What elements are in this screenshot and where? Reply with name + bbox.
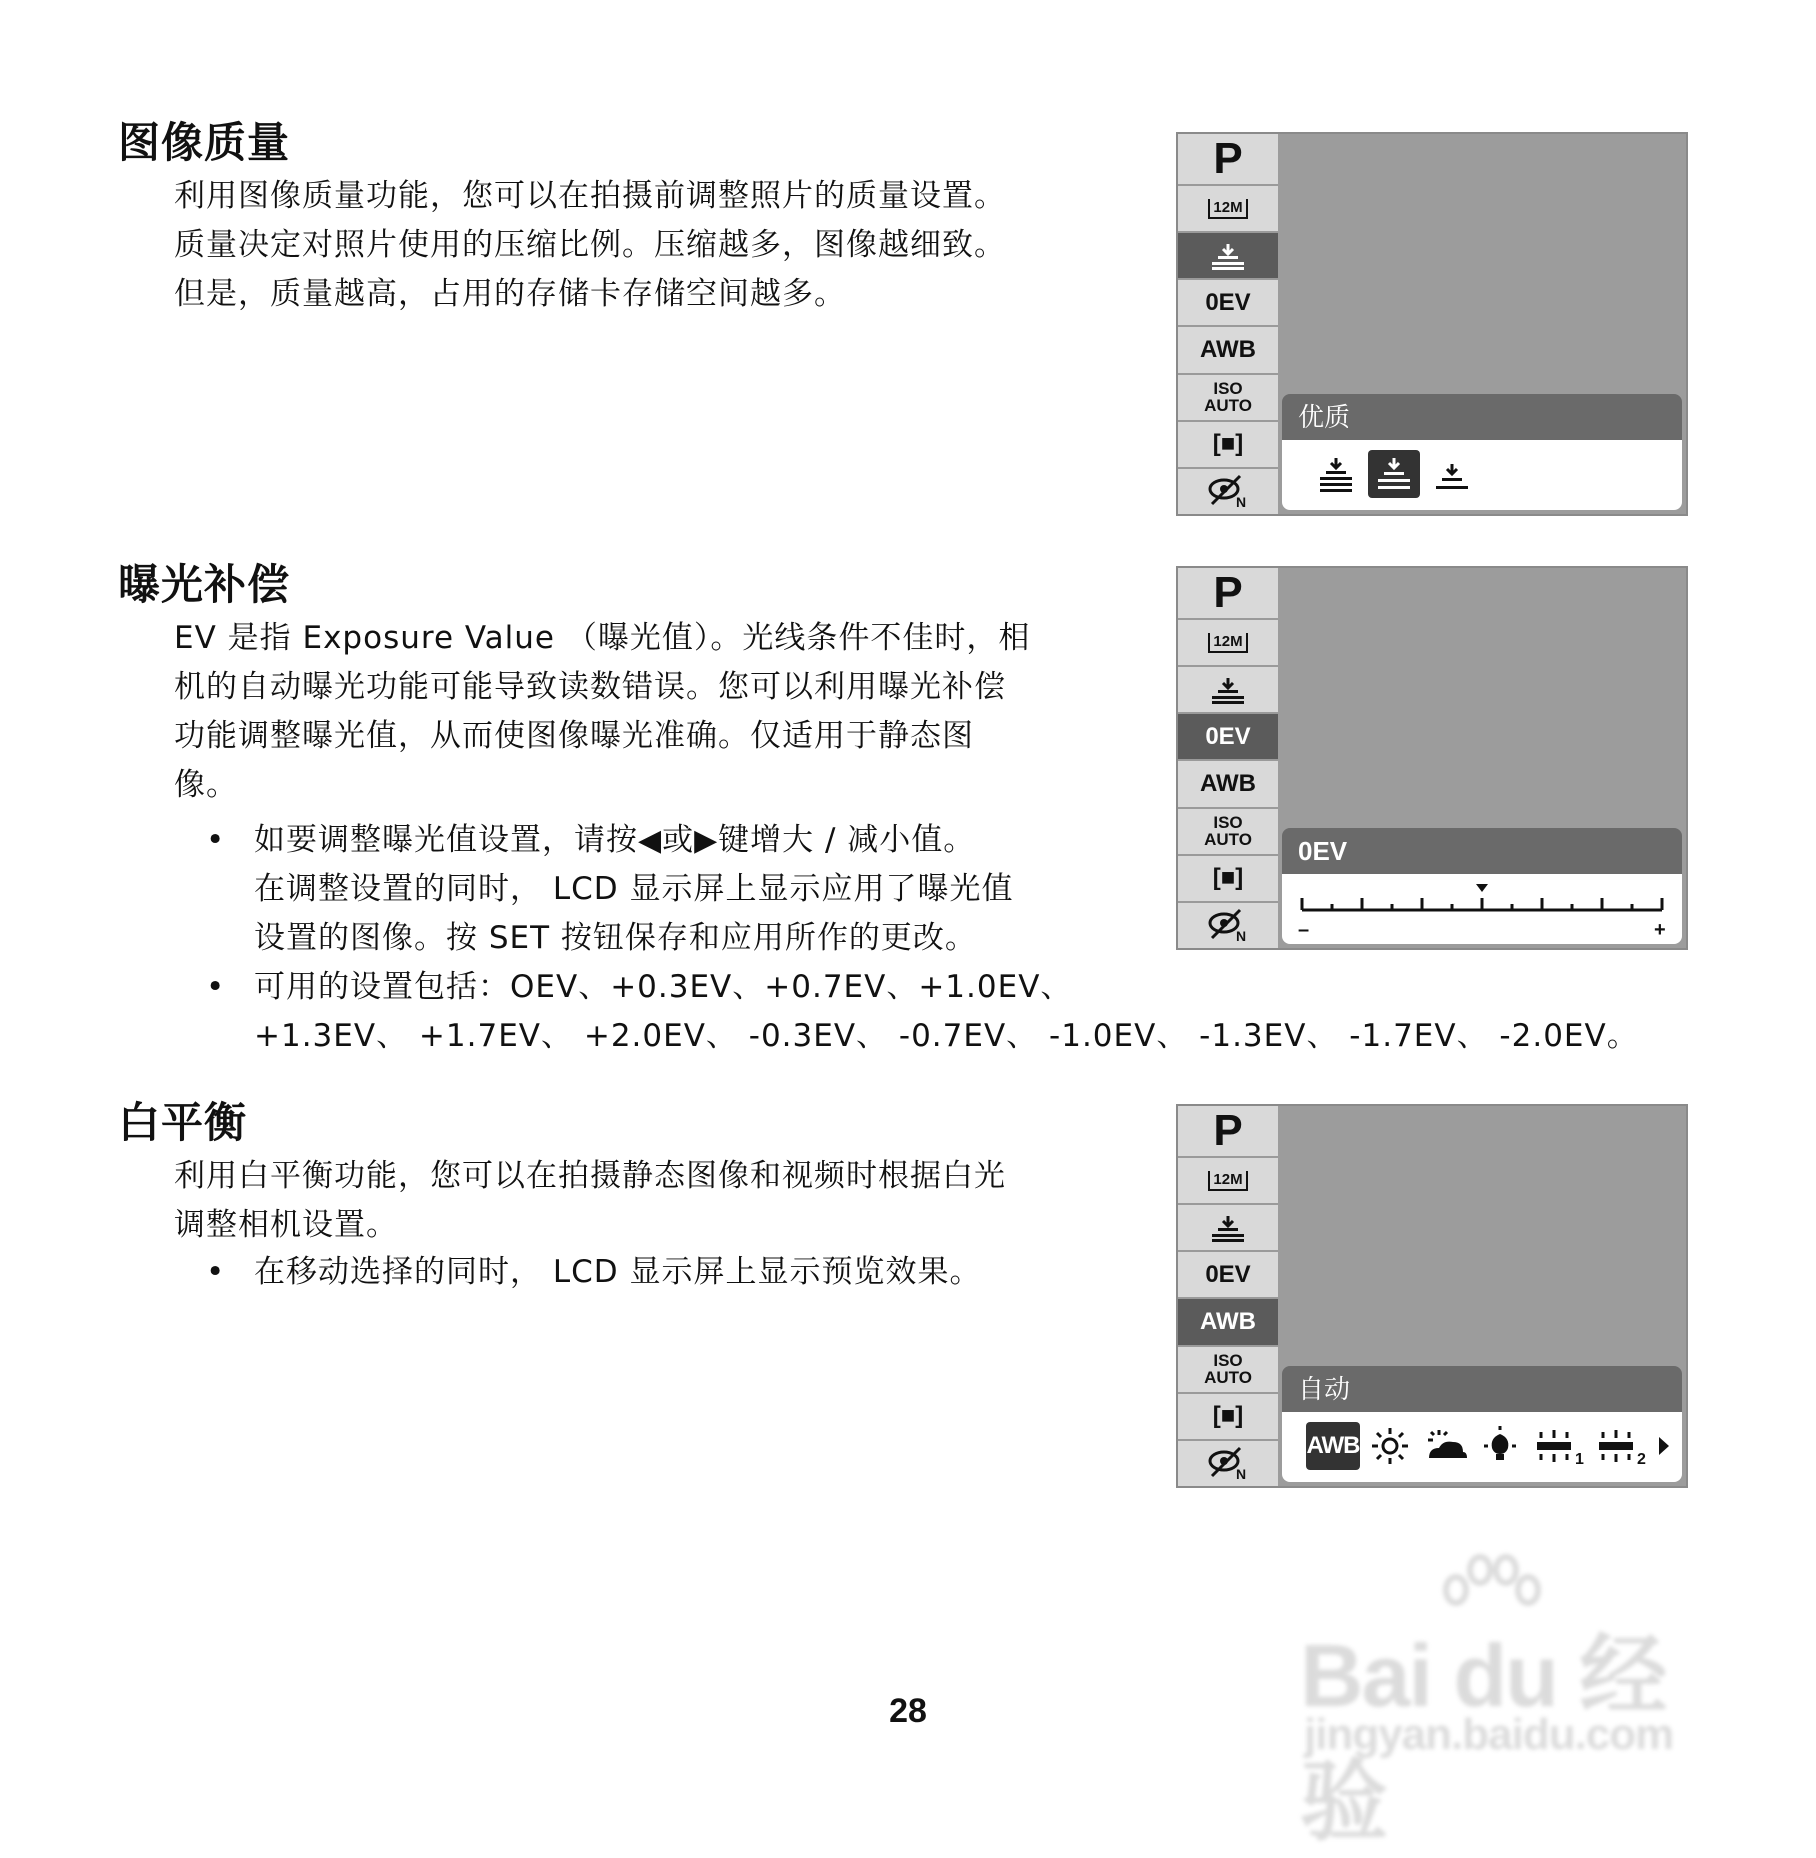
iso-label: ISO	[1213, 813, 1243, 833]
watermark-main: Bai du 经验	[1300, 1626, 1666, 1851]
ev-item[interactable]: 0EV	[1178, 280, 1278, 327]
wb-options	[1282, 1412, 1682, 1482]
tungsten-icon	[1480, 1426, 1520, 1466]
quality-item[interactable]	[1178, 667, 1278, 714]
mode-indicator[interactable]: P	[1178, 1106, 1278, 1158]
paragraph-line: 功能调整曝光值，从而使图像曝光准确。仅适用于静态图	[174, 718, 974, 754]
ev-plus-label: +	[1654, 919, 1666, 941]
quality-icon	[1208, 1214, 1248, 1242]
quality-icon	[1208, 676, 1248, 704]
exposure-panel	[1282, 828, 1682, 944]
paragraph-line: 利用图像质量功能，您可以在拍摄前调整照片的质量设置。	[174, 178, 1006, 214]
paragraph-line: 但是，质量越高，占用的存储卡存储空间越多。	[174, 276, 846, 312]
list-item	[174, 963, 1704, 1061]
camera-menu	[1178, 1106, 1278, 1486]
resolution-icon: 12M	[1208, 633, 1247, 653]
whitebalance-paragraph	[174, 1152, 1006, 1250]
quality-superfine-option[interactable]	[1312, 450, 1360, 498]
resolution-icon: 12M	[1208, 199, 1247, 219]
left-arrow-icon: ◀	[638, 823, 663, 858]
whitebalance-bullets	[174, 1248, 982, 1297]
metering-item[interactable]: [■]	[1178, 422, 1278, 469]
metering-item[interactable]: [■]	[1178, 856, 1278, 903]
list-item: • 在移动选择的同时， LCD 显示屏上显示预览效果。	[174, 1248, 982, 1297]
fl2-subscript: 2	[1637, 1451, 1646, 1466]
quality-icon	[1208, 242, 1248, 270]
ev-item[interactable]: 0EV	[1178, 1252, 1278, 1299]
page-number: 28	[889, 1692, 927, 1730]
resolution-icon: 12M	[1208, 1171, 1247, 1191]
bullet-line: • 可用的设置包括：OEV、+0.3EV、+0.7EV、+1.0EV、	[254, 969, 1073, 1005]
quality-item[interactable]	[1178, 1205, 1278, 1252]
paragraph-line: 调整相机设置。	[174, 1207, 398, 1243]
face-detect-off-icon	[1206, 908, 1250, 942]
scene-n-label: N	[1236, 494, 1247, 509]
whitebalance-panel	[1282, 1366, 1682, 1482]
wb-fluorescent2-option[interactable]	[1594, 1422, 1650, 1470]
baidu-watermark	[1290, 1560, 1730, 1851]
cloudy-icon	[1423, 1426, 1469, 1466]
awb-item[interactable]: AWB	[1178, 327, 1278, 374]
panel-title: 0EV	[1282, 828, 1682, 874]
wb-auto-option[interactable]	[1306, 1422, 1360, 1470]
iso-item[interactable]	[1178, 809, 1278, 856]
ev-selected-marker	[1476, 884, 1488, 892]
superfine-icon	[1316, 456, 1356, 492]
bullet-text: 或	[662, 822, 695, 858]
ev-scale[interactable]	[1282, 874, 1682, 944]
iso-value: AUTO	[1204, 1368, 1252, 1388]
iso-value: AUTO	[1204, 396, 1252, 416]
chevron-right-icon	[1658, 1436, 1670, 1456]
resolution-item[interactable]	[1178, 620, 1278, 667]
quality-fine-option[interactable]	[1368, 450, 1420, 498]
paragraph-line: 质量决定对照片使用的压缩比例。压缩越多，图像越细致。	[174, 227, 1006, 263]
mode-indicator[interactable]: P	[1178, 134, 1278, 186]
wb-daylight-option[interactable]	[1368, 1422, 1412, 1470]
quality-paragraph	[174, 172, 1006, 319]
quality-panel	[1282, 394, 1682, 510]
awb-item[interactable]: AWB	[1178, 1299, 1278, 1346]
camera-screen-exposure	[1176, 566, 1688, 950]
scene-item[interactable]	[1178, 469, 1278, 514]
section-title-quality: 图像质量	[118, 118, 291, 167]
mode-indicator[interactable]: P	[1178, 568, 1278, 620]
awb-item[interactable]: AWB	[1178, 761, 1278, 808]
bullet-text: 键增大 / 减小值。	[718, 822, 976, 858]
scene-item[interactable]	[1178, 903, 1278, 948]
paragraph-line: EV 是指 Exposure Value （曝光值）。光线条件不佳时，相	[174, 620, 1031, 656]
scene-item[interactable]	[1178, 1441, 1278, 1486]
wb-tungsten-option[interactable]	[1478, 1422, 1522, 1470]
exposure-paragraph	[174, 614, 1030, 810]
quality-options	[1282, 440, 1682, 510]
quality-normal-option[interactable]	[1428, 450, 1476, 498]
camera-menu	[1178, 134, 1278, 514]
scene-n-label: N	[1236, 928, 1247, 943]
quality-item[interactable]	[1178, 233, 1278, 280]
bullet-line: 设置的图像。按 SET 按钮保存和应用所作的更改。	[254, 920, 977, 956]
camera-screen-whitebalance	[1176, 1104, 1688, 1488]
wb-cloudy-option[interactable]	[1422, 1422, 1470, 1470]
section-title-whitebalance: 白平衡	[118, 1098, 248, 1147]
iso-item[interactable]	[1178, 1347, 1278, 1394]
ev-scale-graphic	[1282, 874, 1682, 944]
camera-menu	[1178, 568, 1278, 948]
fluorescent-2-icon	[1595, 1426, 1649, 1466]
watermark-sub: jingyan.baidu.com	[1304, 1710, 1674, 1759]
bullet-text: 如要调整曝光值设置，请按	[254, 822, 638, 858]
ev-item[interactable]: 0EV	[1178, 714, 1278, 761]
metering-item[interactable]: [■]	[1178, 1394, 1278, 1441]
iso-value: AUTO	[1204, 830, 1252, 850]
fine-icon	[1374, 456, 1414, 492]
iso-item[interactable]	[1178, 375, 1278, 422]
normal-icon	[1432, 456, 1472, 492]
paragraph-line: 机的自动曝光功能可能导致读数错误。您可以利用曝光补偿	[174, 669, 1006, 705]
iso-label: ISO	[1213, 1351, 1243, 1371]
paragraph-line: 像。	[174, 767, 238, 803]
resolution-item[interactable]	[1178, 1158, 1278, 1205]
paragraph-line: 利用白平衡功能，您可以在拍摄静态图像和视频时根据白光	[174, 1158, 1006, 1194]
wb-fluorescent1-option[interactable]	[1532, 1422, 1588, 1470]
bullet-line: 在调整设置的同时， LCD 显示屏上显示应用了曝光值	[254, 871, 1014, 907]
resolution-item[interactable]	[1178, 186, 1278, 233]
bullet-line: +1.3EV、 +1.7EV、 +2.0EV、 -0.3EV、 -0.7EV、 -1.0EV、 -1.3EV、 -1.7EV、 -2.0EV。	[254, 1018, 1639, 1054]
daylight-icon	[1370, 1426, 1410, 1466]
wb-more-arrow[interactable]	[1654, 1422, 1674, 1470]
panel-title: 优质	[1282, 394, 1682, 440]
right-arrow-icon: ▶	[694, 823, 719, 858]
iso-label: ISO	[1213, 379, 1243, 399]
ev-minus-label: –	[1298, 919, 1310, 941]
wb-auto-label: AWB	[1306, 1432, 1360, 1459]
panel-title: 自动	[1282, 1366, 1682, 1412]
face-detect-off-icon	[1206, 474, 1250, 508]
camera-screen-quality	[1176, 132, 1688, 516]
fl1-subscript: 1	[1575, 1451, 1584, 1466]
fluorescent-1-icon	[1533, 1426, 1587, 1466]
section-title-exposure: 曝光补偿	[118, 560, 291, 609]
scene-n-label: N	[1236, 1466, 1247, 1481]
face-detect-off-icon	[1206, 1446, 1250, 1480]
